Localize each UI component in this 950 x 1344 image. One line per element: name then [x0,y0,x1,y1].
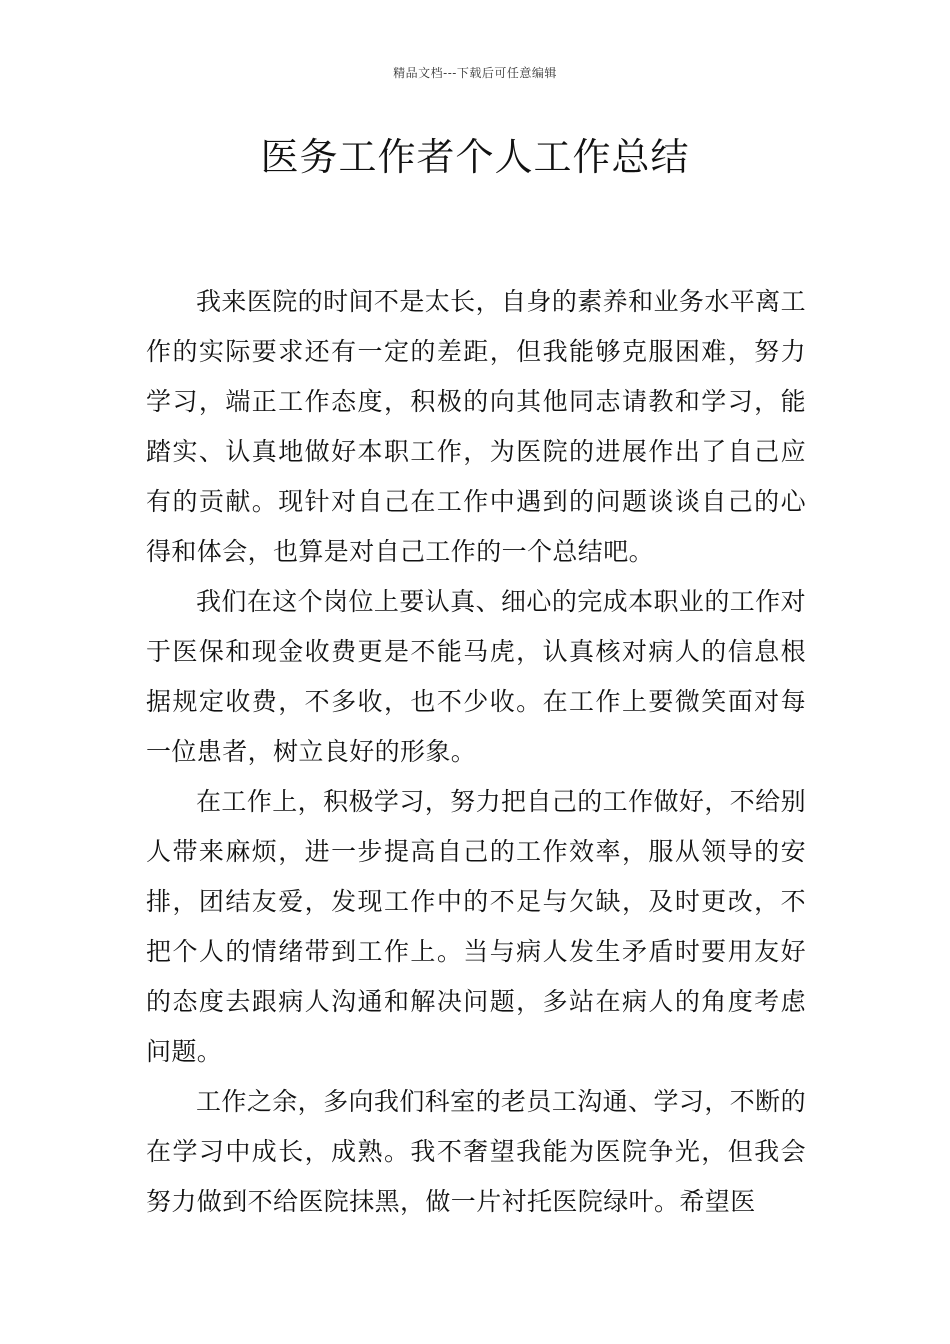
paragraph-1: 我来医院的时间不是太长，自身的素养和业务水平离工作的实际要求还有一定的差距，但我能够克服困难，努力学习，端正工作态度，积极的向其他同志请教和学习，能踏实、认真地做好本职工作，为医院的进展作出了自己应有的贡献。现针对自己在工作中遇到的问题谈谈自己的心得和体会，也算是对自己工作的一个总结吧。 [146,287,806,566]
paragraph-4: 工作之余，多向我们科室的老员工沟通、学习，不断的在学习中成长，成熟。我不奢望我能为医院争光，但我会努力做到不给医院抹黑，做一片衬托医院绿叶。希望医 [146,1087,806,1216]
paragraph-3: 在工作上，积极学习，努力把自己的工作做好，不给别人带来麻烦，进一步提高自己的工作效率，服从领导的安排，团结友爱，发现工作中的不足与欠缺，及时更改，不把个人的情绪带到工作上。当与病人发生矛盾时要用友好的态度去跟病人沟通和解决问题，多站在病人的角度考虑问题。 [146,787,806,1066]
document-body [146,277,806,1227]
document-title: 医务工作者个人工作总结 [260,135,690,179]
header-note: 精品文档---下载后可任意编辑 [393,66,557,80]
paragraph-2: 我们在这个岗位上要认真、细心的完成本职业的工作对于医保和现金收费更是不能马虎，认真核对病人的信息根据规定收费，不多收，也不少收。在工作上要微笑面对每一位患者，树立良好的形象。 [146,587,806,766]
